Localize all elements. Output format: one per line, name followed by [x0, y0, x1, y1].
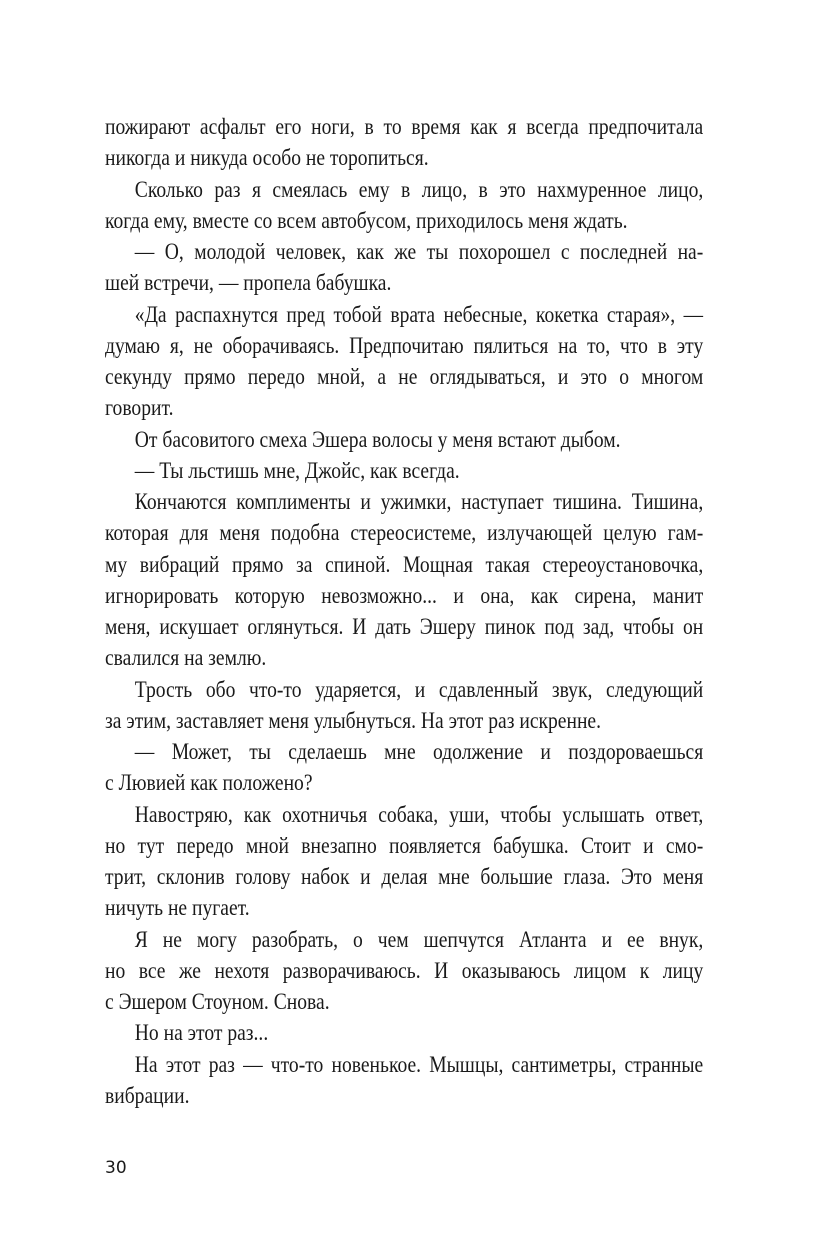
text-line: «Да распахнутся пред тобой врата небесные, кокетка старая», — [134, 301, 704, 327]
text-line: пожирают асфальт его ноги, в то время как я всегда предпочитала [105, 114, 704, 139]
text-line: когда ему, вместе со всем автобусом, приходилось меня ждать. [105, 207, 628, 233]
text-line: трит, склонив голову набок и делая мне большие глаза. Это меня [105, 864, 704, 889]
text-line: секунду прямо передо мной, а не оглядываться, и это о многом [105, 364, 704, 389]
text-line: с Эшером Стоуном. Снова. [105, 989, 330, 1014]
text-line: Трость обо что-то ударяется, и сдавленный звук, следующий [134, 676, 704, 702]
text-line: меня, искушает оглянуться. И дать Эшеру пинок под зад, чтобы он [105, 614, 704, 639]
text-line: но тут передо мной внезапно появляется бабушка. Стоит и смо- [105, 832, 704, 858]
text-line: От басовитого смеха Эшера волосы у меня встают дыбом. [134, 426, 621, 452]
text-line: — О, молодой человек, как же ты похорошел с последней на- [134, 239, 704, 264]
body-text [105, 111, 703, 1111]
text-line: Навостряю, как охотничья собака, уши, чтобы услышать ответ, [134, 801, 704, 827]
page-number: 30 [105, 1158, 127, 1178]
text-line: с Лювией как положено? [105, 770, 313, 796]
text-line: — Может, ты сделаешь мне одолжение и поздороваешься [134, 739, 704, 764]
text-line: свалился на землю. [105, 645, 267, 671]
text-line: никогда и никуда особо не торопиться. [105, 145, 429, 171]
text-line: игнорировать которую невозможно... и она, как сирена, манит [105, 582, 704, 608]
text-line: му вибраций прямо за спиной. Мощная такая стереоустановочка, [105, 551, 704, 577]
text-line: Я не могу разобрать, о чем шепчутся Атланта и ее внук, [134, 926, 704, 952]
text-line: Кончаются комплименты и ужимки, наступает тишина. Тишина, [134, 489, 704, 514]
text-line: Сколько раз я смеялась ему в лицо, в это нахмуренное лицо, [134, 176, 704, 202]
text-line: но все же нехотя разворачиваюсь. И оказываюсь лицом к лицу [105, 957, 704, 983]
text-line: за этим, заставляет меня улыбнуться. На этот раз искренне. [105, 707, 602, 733]
text-line: — Ты льстишь мне, Джойс, как всегда. [134, 457, 460, 483]
text-line: говорит. [105, 395, 174, 421]
text-line: которая для меня подобна стереосистеме, излучающей целую гам- [105, 520, 704, 546]
text-line: На этот раз — что-то новенькое. Мышцы, сантиметры, странные [134, 1051, 704, 1077]
text-line: шей встречи, — пропела бабушка. [105, 270, 392, 296]
text-line: Но на этот раз... [134, 1020, 269, 1046]
text-line: думаю я, не оборачиваясь. Предпочитаю пялиться на то, что в эту [105, 332, 704, 358]
text-line: ничуть не пугает. [105, 895, 250, 921]
text-line: вибрации. [105, 1082, 190, 1108]
